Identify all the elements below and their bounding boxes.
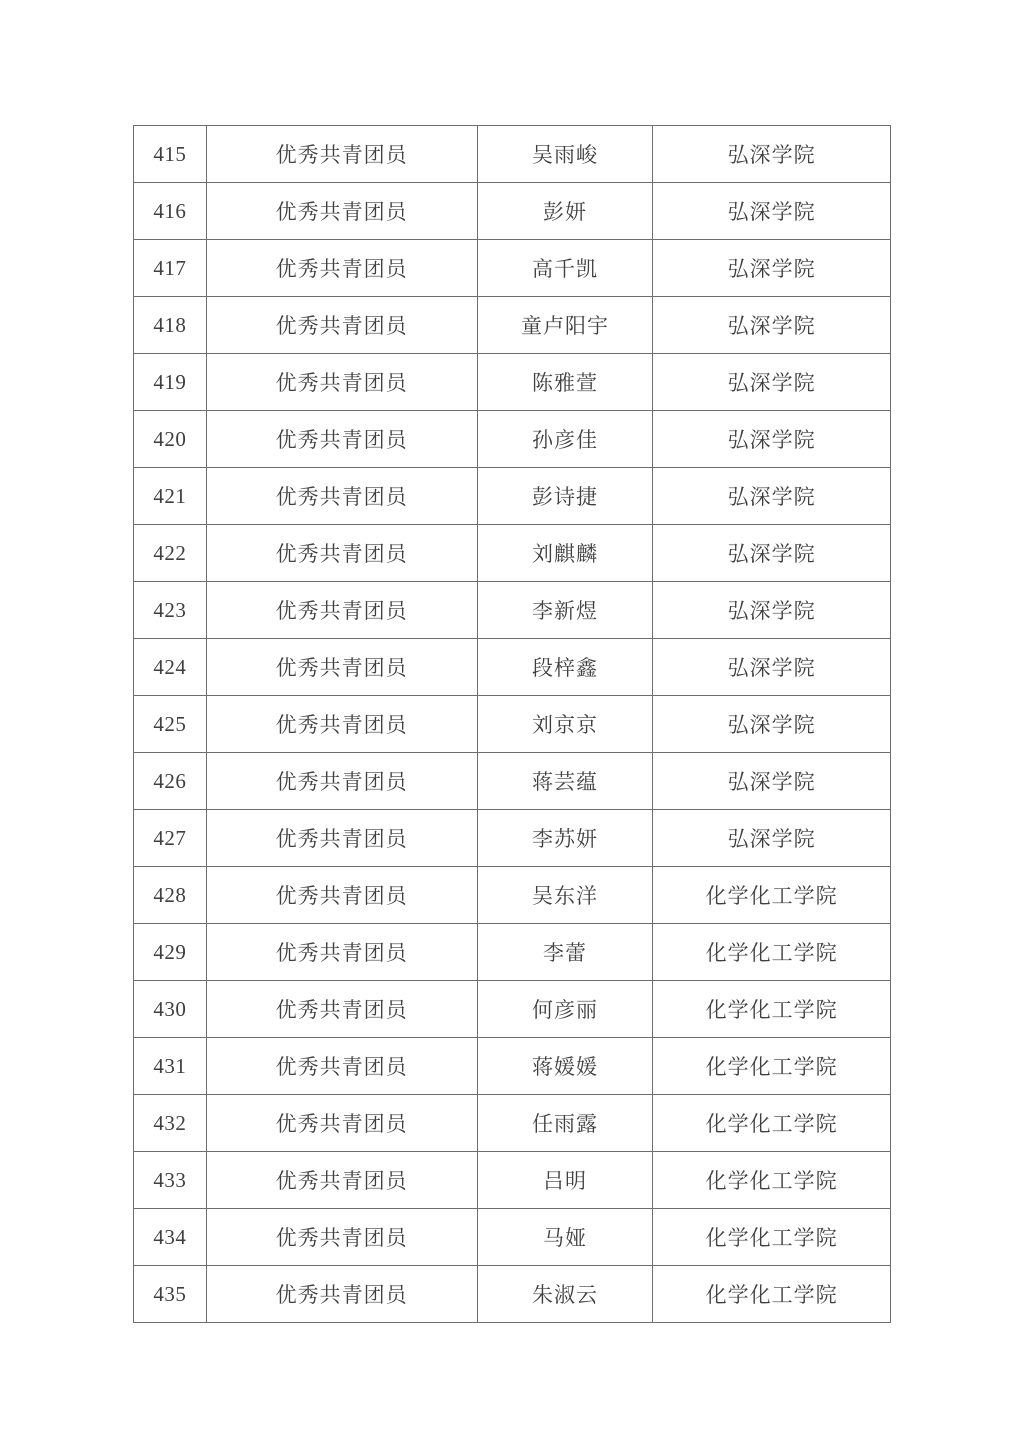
- index-cell: 419: [134, 354, 207, 411]
- college-cell: 化学化工学院: [653, 1095, 891, 1152]
- table-row: [134, 867, 891, 924]
- table-row: [134, 1209, 891, 1266]
- index-cell: 420: [134, 411, 207, 468]
- award-cell: 优秀共青团员: [206, 696, 477, 753]
- name-cell: 任雨露: [477, 1095, 653, 1152]
- index-cell: 433: [134, 1152, 207, 1209]
- college-cell: 弘深学院: [653, 582, 891, 639]
- college-cell: 化学化工学院: [653, 867, 891, 924]
- award-cell: 优秀共青团员: [206, 1038, 477, 1095]
- award-cell: 优秀共青团员: [206, 468, 477, 525]
- table-row: [134, 1266, 891, 1323]
- name-cell: 孙彦佳: [477, 411, 653, 468]
- name-cell: 高千凯: [477, 240, 653, 297]
- index-cell: 434: [134, 1209, 207, 1266]
- name-cell: 李新煜: [477, 582, 653, 639]
- college-cell: 弘深学院: [653, 639, 891, 696]
- index-cell: 422: [134, 525, 207, 582]
- award-cell: 优秀共青团员: [206, 1209, 477, 1266]
- index-cell: 416: [134, 183, 207, 240]
- name-cell: 李苏妍: [477, 810, 653, 867]
- index-cell: 430: [134, 981, 207, 1038]
- college-cell: 弘深学院: [653, 126, 891, 183]
- award-cell: 优秀共青团员: [206, 981, 477, 1038]
- index-cell: 423: [134, 582, 207, 639]
- name-cell: 蒋芸蕴: [477, 753, 653, 810]
- index-cell: 417: [134, 240, 207, 297]
- college-cell: 化学化工学院: [653, 981, 891, 1038]
- table-row: [134, 582, 891, 639]
- award-cell: 优秀共青团员: [206, 753, 477, 810]
- name-cell: 刘京京: [477, 696, 653, 753]
- index-cell: 429: [134, 924, 207, 981]
- college-cell: 化学化工学院: [653, 1152, 891, 1209]
- college-cell: 弘深学院: [653, 810, 891, 867]
- table-row: [134, 1038, 891, 1095]
- award-cell: 优秀共青团员: [206, 183, 477, 240]
- table-row: [134, 183, 891, 240]
- index-cell: 418: [134, 297, 207, 354]
- table-row: [134, 126, 891, 183]
- college-cell: 弘深学院: [653, 354, 891, 411]
- name-cell: 朱淑云: [477, 1266, 653, 1323]
- college-cell: 弘深学院: [653, 297, 891, 354]
- table-row: [134, 696, 891, 753]
- table-row: [134, 753, 891, 810]
- table-row: [134, 240, 891, 297]
- name-cell: 童卢阳宇: [477, 297, 653, 354]
- awards-table: [133, 125, 891, 1323]
- name-cell: 何彦丽: [477, 981, 653, 1038]
- table-row: [134, 1095, 891, 1152]
- award-cell: 优秀共青团员: [206, 639, 477, 696]
- award-cell: 优秀共青团员: [206, 240, 477, 297]
- table-row: [134, 354, 891, 411]
- name-cell: 吕明: [477, 1152, 653, 1209]
- index-cell: 426: [134, 753, 207, 810]
- name-cell: 段梓鑫: [477, 639, 653, 696]
- table-row: [134, 981, 891, 1038]
- award-cell: 优秀共青团员: [206, 867, 477, 924]
- table-row: [134, 924, 891, 981]
- name-cell: 蒋媛媛: [477, 1038, 653, 1095]
- award-cell: 优秀共青团员: [206, 297, 477, 354]
- college-cell: 弘深学院: [653, 753, 891, 810]
- award-cell: 优秀共青团员: [206, 411, 477, 468]
- award-cell: 优秀共青团员: [206, 126, 477, 183]
- award-cell: 优秀共青团员: [206, 810, 477, 867]
- name-cell: 陈雅萱: [477, 354, 653, 411]
- index-cell: 432: [134, 1095, 207, 1152]
- name-cell: 吴东洋: [477, 867, 653, 924]
- name-cell: 吴雨峻: [477, 126, 653, 183]
- college-cell: 弘深学院: [653, 183, 891, 240]
- table-row: [134, 810, 891, 867]
- award-cell: 优秀共青团员: [206, 1095, 477, 1152]
- award-cell: 优秀共青团员: [206, 525, 477, 582]
- index-cell: 427: [134, 810, 207, 867]
- college-cell: 化学化工学院: [653, 1266, 891, 1323]
- index-cell: 435: [134, 1266, 207, 1323]
- college-cell: 弘深学院: [653, 525, 891, 582]
- index-cell: 424: [134, 639, 207, 696]
- award-cell: 优秀共青团员: [206, 1152, 477, 1209]
- award-cell: 优秀共青团员: [206, 1266, 477, 1323]
- college-cell: 弘深学院: [653, 411, 891, 468]
- award-cell: 优秀共青团员: [206, 354, 477, 411]
- index-cell: 428: [134, 867, 207, 924]
- name-cell: 刘麒麟: [477, 525, 653, 582]
- college-cell: 化学化工学院: [653, 924, 891, 981]
- award-cell: 优秀共青团员: [206, 924, 477, 981]
- college-cell: 弘深学院: [653, 696, 891, 753]
- award-cell: 优秀共青团员: [206, 582, 477, 639]
- table-row: [134, 411, 891, 468]
- name-cell: 李蕾: [477, 924, 653, 981]
- awards-table-body: [134, 126, 891, 1323]
- table-row: [134, 1152, 891, 1209]
- name-cell: 彭妍: [477, 183, 653, 240]
- index-cell: 415: [134, 126, 207, 183]
- college-cell: 弘深学院: [653, 468, 891, 525]
- index-cell: 421: [134, 468, 207, 525]
- table-row: [134, 468, 891, 525]
- index-cell: 431: [134, 1038, 207, 1095]
- index-cell: 425: [134, 696, 207, 753]
- college-cell: 化学化工学院: [653, 1209, 891, 1266]
- name-cell: 马娅: [477, 1209, 653, 1266]
- table-row: [134, 639, 891, 696]
- name-cell: 彭诗捷: [477, 468, 653, 525]
- college-cell: 弘深学院: [653, 240, 891, 297]
- table-row: [134, 297, 891, 354]
- table-row: [134, 525, 891, 582]
- college-cell: 化学化工学院: [653, 1038, 891, 1095]
